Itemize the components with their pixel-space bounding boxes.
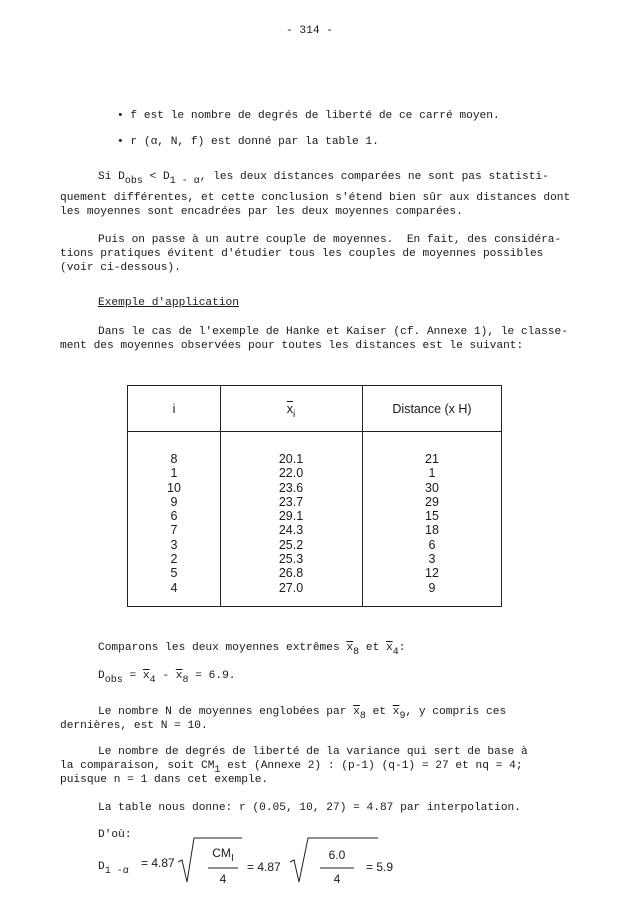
text: Le nombre N de moyennes englobées par xyxy=(98,706,354,718)
header-i: i xyxy=(172,402,176,416)
column-distance xyxy=(362,452,502,595)
denominator: 4 xyxy=(333,872,341,886)
section-title: Exemple d'application xyxy=(98,297,239,309)
formula-eq2: = 4.87 xyxy=(247,860,281,874)
column-i xyxy=(128,452,220,595)
text: $\overline{x}$ xyxy=(386,642,393,654)
paragraph-line: dernières, est N = 10. xyxy=(60,720,208,732)
table-cell-i: 10 xyxy=(167,480,181,495)
bullet-item: • f est le nombre de degrés de liberté de ce carré moyen. xyxy=(117,110,500,122)
subscript: 4 xyxy=(149,675,156,686)
header-x xyxy=(220,402,362,420)
subscript: obs xyxy=(124,176,143,187)
text: - xyxy=(155,670,176,682)
data-table xyxy=(127,385,502,607)
paragraph-line: ment des moyennes observées pour toutes les distances est le suivant: xyxy=(60,340,524,352)
subscript: 8 xyxy=(182,675,189,686)
subscript: 1 xyxy=(214,765,221,776)
table-cell-x: 27.0 xyxy=(278,580,304,595)
table-cell-d: 6 xyxy=(428,537,436,552)
paragraph-line xyxy=(98,705,507,722)
paragraph-line: D'où: xyxy=(98,829,132,841)
paragraph-line: tions pratiques évitent d'étudier tous les couples de moyennes possibles xyxy=(60,248,544,260)
table-cell-x: 29.1 xyxy=(278,509,304,524)
bullet-item: • r (α, N, f) est donné par la table 1. xyxy=(117,136,379,148)
text: est (Annexe 2) : (p-1) (q-1) = 27 et nq = 4; xyxy=(220,760,523,772)
table-cell-x: 23.7 xyxy=(278,494,304,509)
table-cell-d: 9 xyxy=(428,580,436,595)
text: , les deux distances comparées ne sont pas statisti- xyxy=(199,171,549,183)
table-cell-d: 15 xyxy=(425,509,439,524)
text: et xyxy=(365,706,393,718)
table-cell-i: 3 xyxy=(170,537,178,552)
paragraph-line xyxy=(98,170,549,187)
paragraph-line xyxy=(60,759,523,776)
text: = xyxy=(122,670,143,682)
header-distance: Distance (x H) xyxy=(392,402,472,416)
formula-eq1: = 4.87 xyxy=(141,856,175,870)
paragraph-line: les moyennes sont encadrées par les deux moyennes comparées. xyxy=(60,206,463,218)
subscript: i xyxy=(293,409,296,420)
table-cell-i: 1 xyxy=(170,466,178,481)
subscript: -α xyxy=(110,866,129,877)
paragraph-line: Puis on passe à un autre couple de moyennes. En fait, des considéra- xyxy=(98,234,562,246)
paragraph-line: (voir ci-dessous). xyxy=(60,262,181,274)
table-cell-d: 1 xyxy=(428,466,436,481)
text: la comparaison, soit CM xyxy=(60,760,215,772)
formula-result: = 5.9 xyxy=(366,860,394,874)
formula-lhs xyxy=(98,860,129,877)
numerator xyxy=(206,846,240,864)
table-cell-i: 2 xyxy=(170,552,178,567)
text: $\overline{x}$ xyxy=(346,642,354,654)
table-cell-d: 30 xyxy=(425,480,439,495)
paragraph-line: quement différentes, et cette conclusion s'étend bien sûr aux distances dont xyxy=(60,192,571,204)
table-cell-i: 6 xyxy=(170,509,178,524)
paragraph-line: La table nous donne: r (0.05, 10, 27) = 4.87 par interpolation. xyxy=(98,802,521,814)
header-divider xyxy=(128,431,501,432)
subscript: I xyxy=(230,853,234,864)
denominator: 4 xyxy=(219,872,227,886)
table-cell-d: 21 xyxy=(425,452,439,466)
subscript: 8 xyxy=(359,711,366,722)
table-cell-x: 25.3 xyxy=(278,552,304,567)
text: et xyxy=(359,642,386,654)
table-cell-i: 8 xyxy=(170,452,178,466)
table-cell-x: 26.8 xyxy=(278,566,304,581)
text: = 6.9. xyxy=(188,670,236,682)
table-cell-d: 12 xyxy=(425,566,439,581)
text: < D xyxy=(142,171,170,183)
numerator: 6.0 xyxy=(328,848,346,862)
table-cell-x: 22.0 xyxy=(278,466,304,481)
paragraph-line: Dans le cas de l'exemple de Hanke et Kaiser (cf. Annexe 1), le classe- xyxy=(98,326,568,338)
subscript: 1 xyxy=(104,866,111,877)
subscript: 9 xyxy=(399,711,406,722)
text: $\overline{x}$ xyxy=(142,670,150,682)
page-number: - 314 - xyxy=(286,25,333,37)
subscript: 1 xyxy=(169,176,176,187)
equation xyxy=(98,669,236,686)
column-x xyxy=(220,452,362,595)
text: $\overline{x}$ xyxy=(175,670,183,682)
table-cell-x: 20.1 xyxy=(278,452,304,466)
table-cell-d: 29 xyxy=(425,494,439,509)
text: Si D xyxy=(98,171,125,183)
table-cell-i: 4 xyxy=(170,580,178,595)
paragraph-line: puisque n = 1 dans cet exemple. xyxy=(60,774,269,786)
table-cell-x: 25.2 xyxy=(278,537,304,552)
text: $\overline{x}$ xyxy=(353,706,360,718)
table-cell-i: 7 xyxy=(170,523,178,538)
table-cell-d: 3 xyxy=(428,552,436,567)
table-cell-i: 5 xyxy=(170,566,178,581)
subscript: 4 xyxy=(392,647,399,658)
table-cell-x: 23.6 xyxy=(278,480,304,495)
table-cell-x: 24.3 xyxy=(278,523,304,538)
text: : xyxy=(398,642,406,654)
text: D xyxy=(98,670,105,682)
text: D xyxy=(98,861,105,873)
text: Comparons les deux moyennes extrêmes xyxy=(98,642,347,654)
table-cell-i: 9 xyxy=(170,494,178,509)
table-cell-d: 18 xyxy=(425,523,439,538)
subscript: 8 xyxy=(353,647,360,658)
subscript: - α xyxy=(175,176,200,187)
text: CM xyxy=(212,846,231,860)
paragraph-line: Le nombre de degrés de liberté de la variance qui sert de base à xyxy=(98,746,528,758)
paragraph-line xyxy=(98,641,406,658)
text: , y compris ces xyxy=(405,706,507,718)
subscript: obs xyxy=(104,675,123,686)
text: $\overline{x}$ xyxy=(286,402,293,416)
text: $\overline{x}$ xyxy=(392,706,400,718)
